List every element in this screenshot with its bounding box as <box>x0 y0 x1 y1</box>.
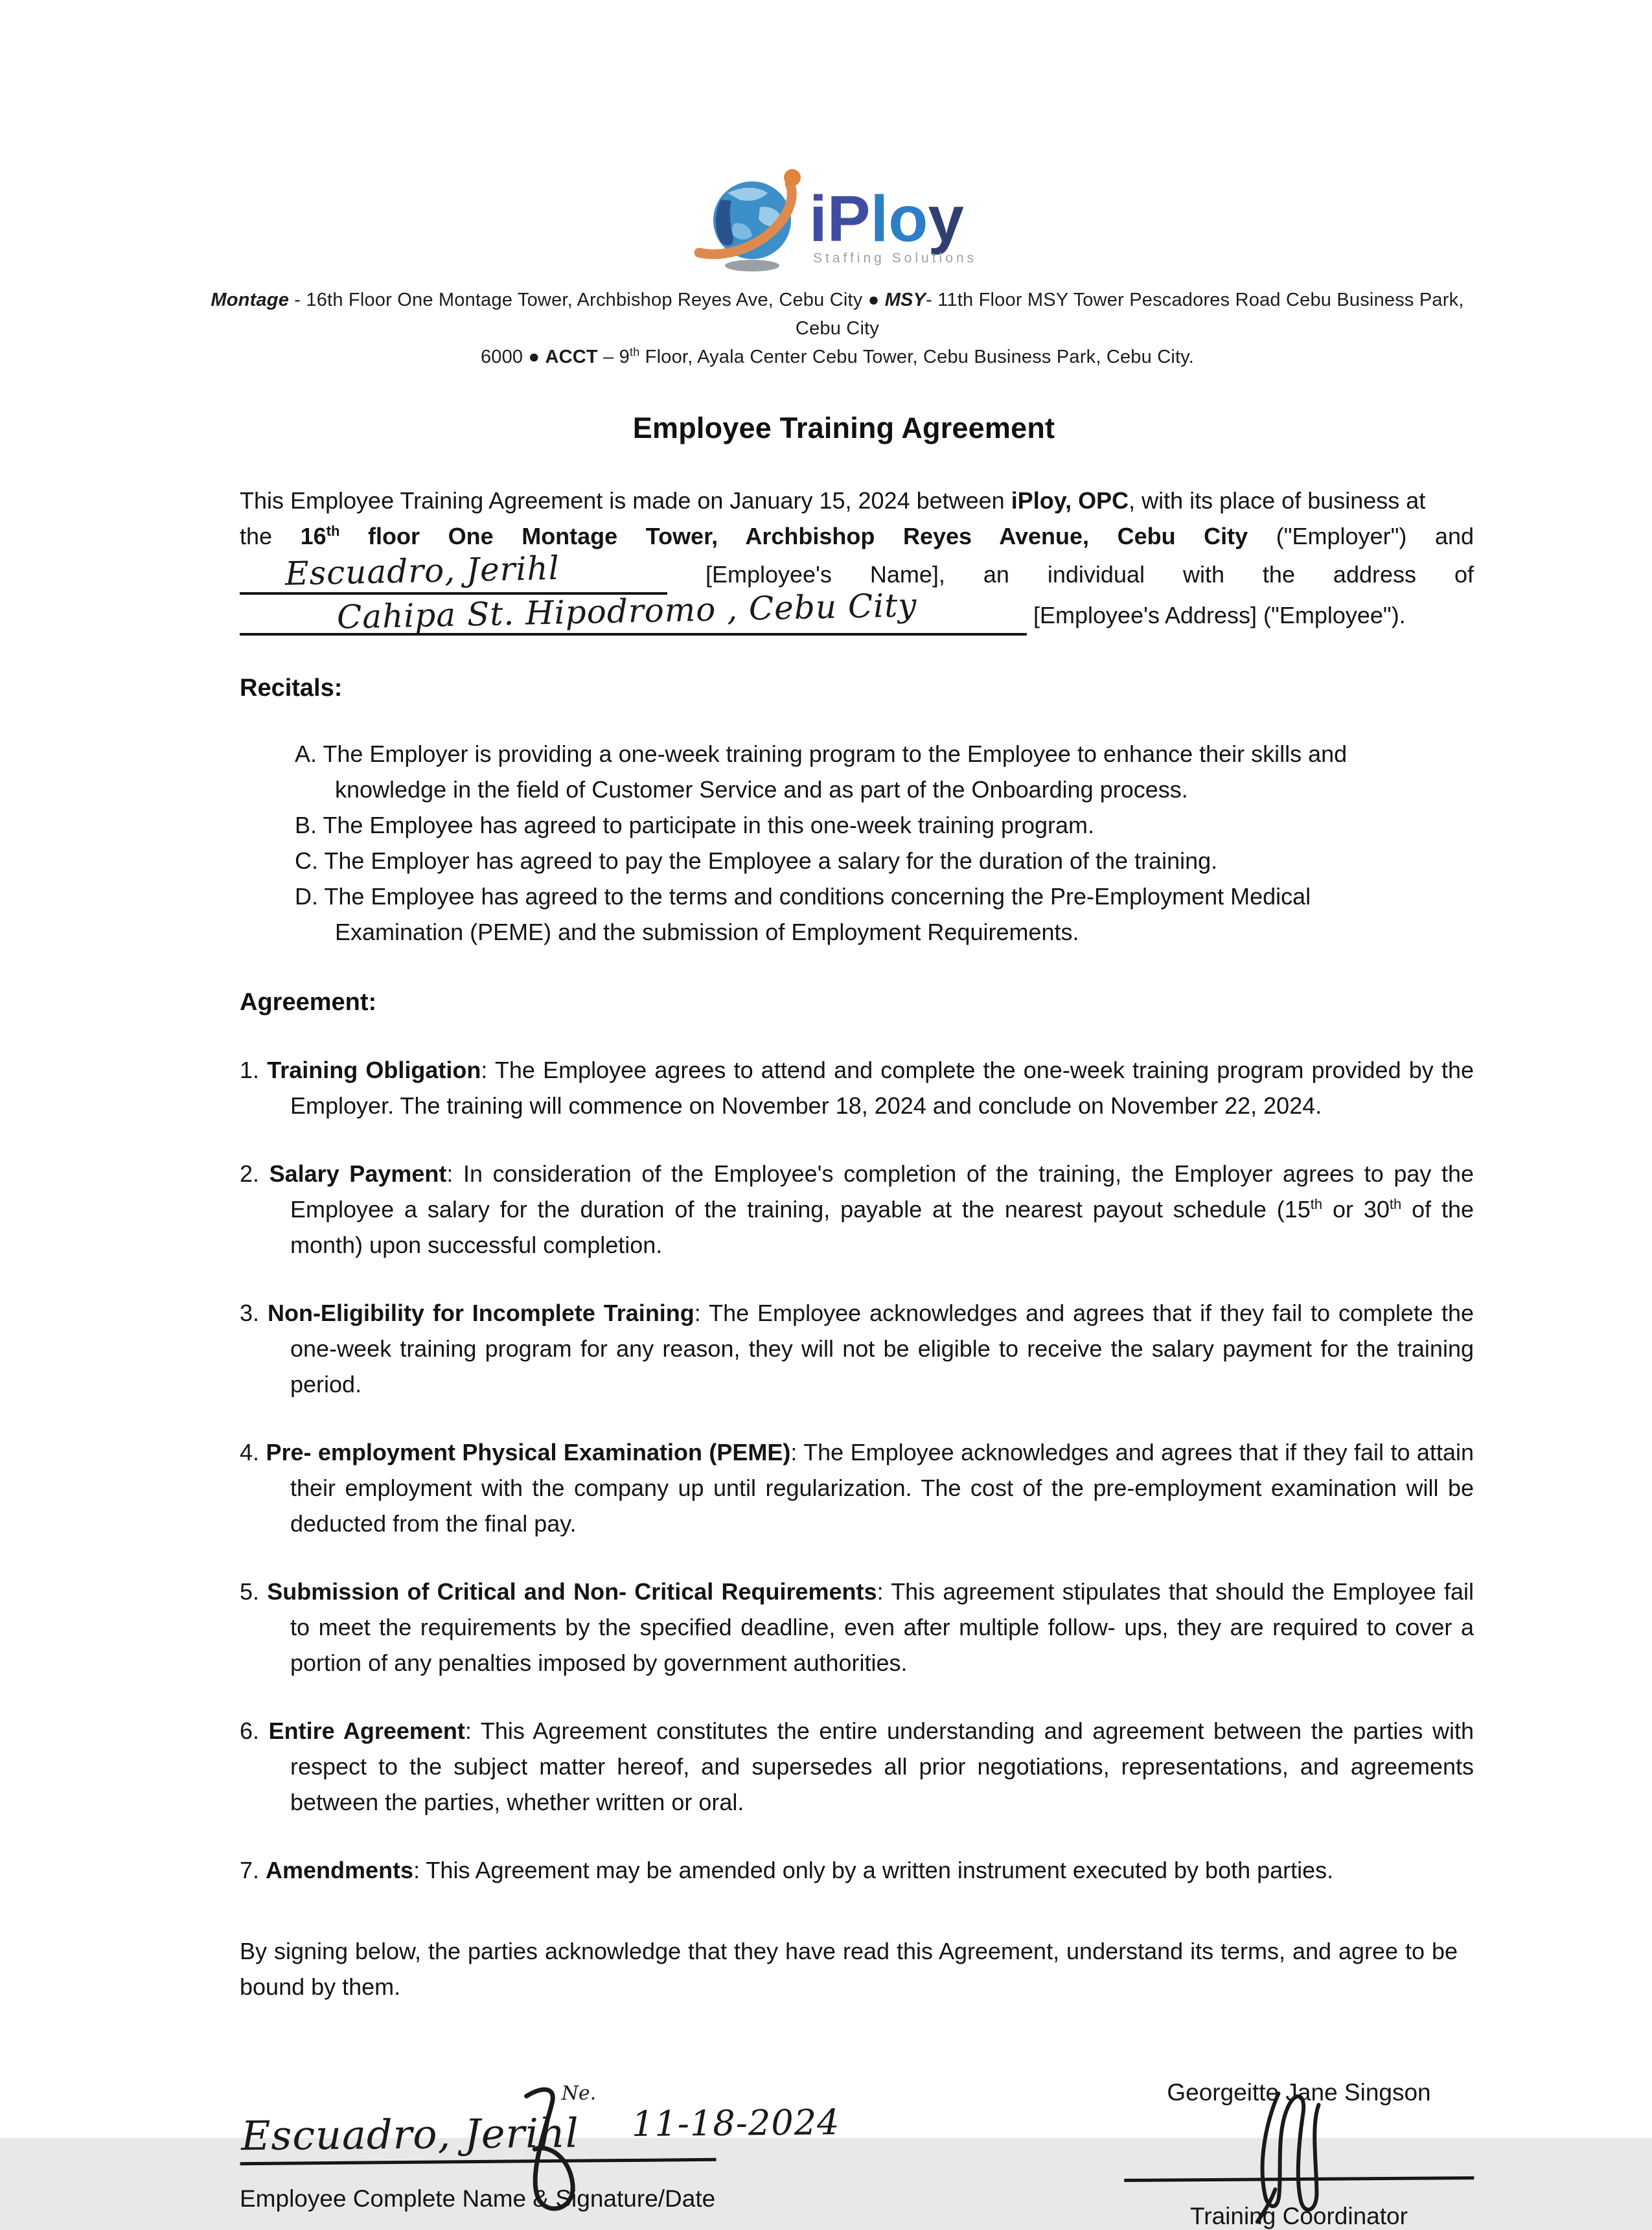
agreement-list <box>240 1052 1474 1888</box>
agreement-item: 4. Pre- employment Physical Examination (PEME): The Employee acknowledges and agrees that if they fail to attain their employment with the company up until regularization. The cost of the pre-employment examination will be deducted from the final pay. <box>240 1439 1474 1537</box>
employee-signature-label: Employee Complete Name & Signature/Date <box>240 2185 716 2212</box>
header-address-line1: Montage - 16th Floor One Montage Tower, Archbishop Reyes Ave, Cebu City ● MSY- 11th Floor MSY Tower Pescadores Road Cebu Business Park, Cebu City <box>211 290 1464 339</box>
header-address-line2: 6000 ● ACCT – 9th Floor, Ayala Center Cebu Tower, Cebu Business Park, Cebu City. <box>480 345 1195 367</box>
swoosh-dot-icon <box>784 169 801 186</box>
employee-name-blank <box>240 549 667 595</box>
company-logo <box>201 162 1474 282</box>
agreement-heading: Agreement: <box>240 989 377 1016</box>
employee-signature-flourish-icon <box>514 2081 639 2228</box>
logo-text-ip: iP <box>809 183 870 255</box>
agreement-item: 1. Training Obligation: The Employee agrees to attend and complete the one-week training program provided by the Employer. The training will commence on November 18, 2024 and conclude on November 22, 2024. <box>240 1057 1474 1119</box>
header-address <box>201 286 1474 371</box>
intro-line-1: This Employee Training Agreement is made on January 15, 2024 between iPloy, OPC, with its place of business at <box>240 487 1426 514</box>
employee-address-caption: [Employee's Address] ("Employee"). <box>1033 602 1406 628</box>
agreement-item: 2. Salary Payment: In consideration of the Employee's completion of the training, the Employer agrees to pay the Employee a salary for the duration of the training, payable at the nearest payout schedule (15th or 30th of the month) upon successful completion. <box>240 1160 1474 1258</box>
intro-line-4 <box>240 586 1474 636</box>
recital-item: D. The Employee has agreed to the terms and conditions concerning the Pre-Employment Medical Examination (PEME) and the submission of Employment Requirements. <box>295 883 1311 945</box>
employee-name-caption: [Employee's Name], an individual with the address of <box>705 561 1474 588</box>
document-title: Employee Training Agreement <box>632 411 1055 444</box>
recital-item: B. The Employee has agreed to participate in this one-week training program. <box>295 812 1095 838</box>
handwritten-employee-address: Cahipa St. Hipodromo , Cebu City <box>336 586 918 636</box>
signature-block <box>240 2079 1474 2230</box>
logo-text-lo: lo <box>869 183 928 255</box>
coordinator-name: Georgeitte Jane Singson <box>1167 2079 1431 2106</box>
recitals-heading: Recitals: <box>240 674 343 702</box>
logo-tagline: Staffing Solutions <box>812 251 977 266</box>
logo-wordmark <box>809 183 964 255</box>
coordinator-signature-line <box>1124 2123 1474 2182</box>
employee-signature-name: Escuadro, Jerihl <box>240 2109 580 2160</box>
intro-line-2: the 16th floor One Montage Tower, Archbishop Reyes Avenue, Cebu City ("Employer") and <box>240 523 1474 549</box>
intro-paragraph <box>240 483 1474 636</box>
coordinator-signature-label: Training Coordinator <box>1190 2203 1408 2229</box>
agreement-item: 5. Submission of Critical and Non- Critical Requirements: This agreement stipulates that should the Employee fail to meet the requirements by the specified deadline, even after multiple follow- ups, they are required to cover a portion of any penalties imposed by government authorities. <box>240 1578 1474 1676</box>
handwritten-employee-name: Escuadro, Jerihl <box>284 549 560 593</box>
logo-text-y: y <box>927 183 964 255</box>
employee-signature-date: 11-18-2024 <box>631 2102 840 2144</box>
iploy-logo-icon <box>695 162 980 279</box>
employee-signature-area <box>240 2079 840 2230</box>
signature-note: Ne. <box>561 2082 597 2105</box>
coordinator-signature-area <box>1124 2079 1474 2230</box>
employee-address-blank <box>240 586 1027 636</box>
agreement-item: 6. Entire Agreement: This Agreement constitutes the entire understanding and agreement between the parties with respect to the subject matter hereof, and supersedes all prior negotiations, representations, and agreements between the parties, whether written or oral. <box>240 1718 1474 1815</box>
agreement-item: 3. Non-Eligibility for Incomplete Training: The Employee acknowledges and agrees that if they fail to complete the one-week training program for any reason, they will not be eligible to receive the salary payment for the training period. <box>240 1300 1474 1397</box>
recitals-list <box>295 736 1435 950</box>
recital-item: C. The Employer has agreed to pay the Employee a salary for the duration of the training. <box>295 847 1218 874</box>
recital-item: A. The Employer is providing a one-week training program to the Employee to enhance their skills and knowledge in the field of Customer Service and as part of the Onboarding process. <box>295 741 1348 803</box>
closing-paragraph: By signing below, the parties acknowledge that they have read this Agreement, understand its terms, and agree to be bound by them. <box>240 1938 1458 2000</box>
employee-signature-line <box>239 2077 840 2165</box>
agreement-item: 7. Amendments: This Agreement may be amended only by a written instrument executed by both parties. <box>240 1857 1334 1883</box>
coordinator-signature-icon <box>1237 2085 1348 2228</box>
